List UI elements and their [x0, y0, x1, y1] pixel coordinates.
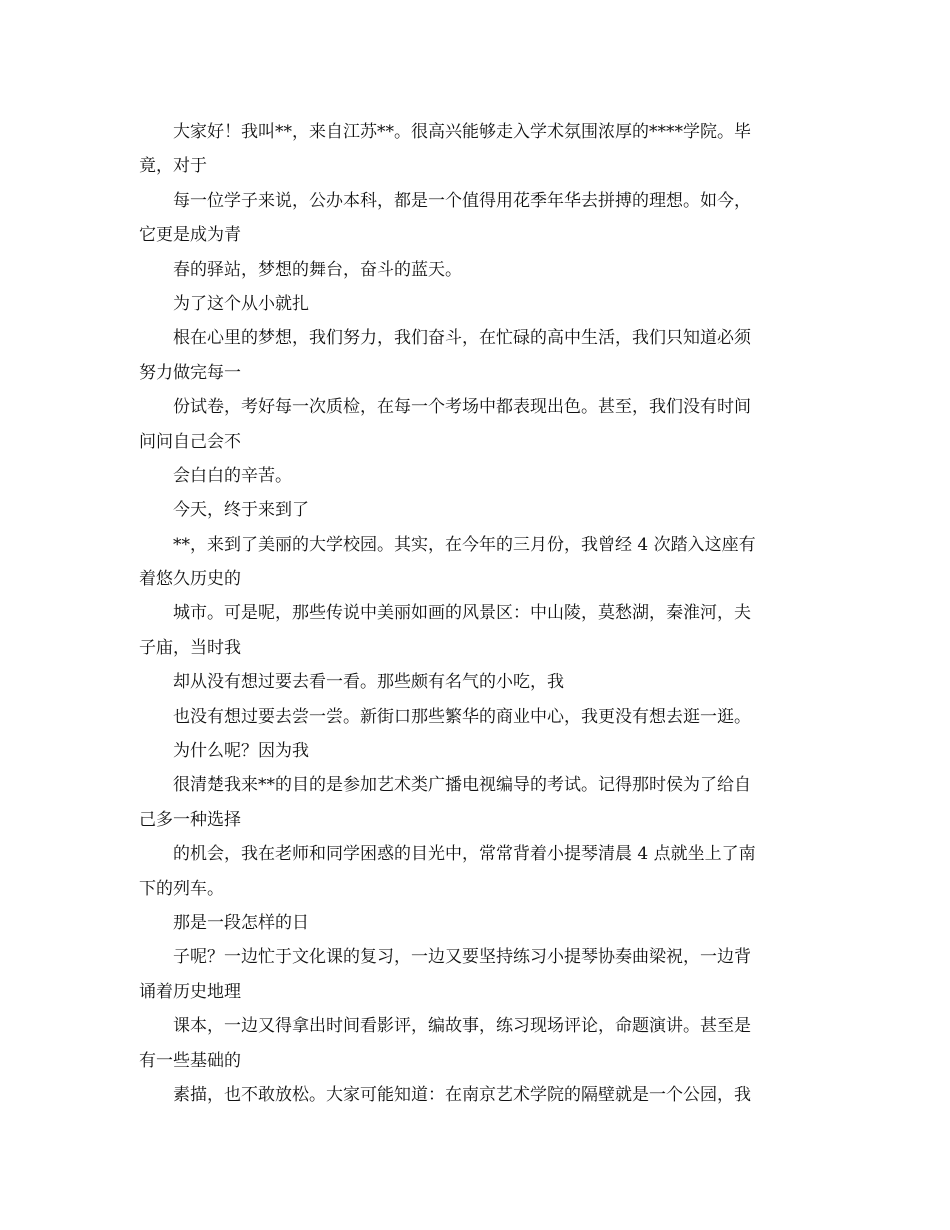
text-line: 城市。可是呢，那些传说中美丽如画的风景区：中山陵，莫愁湖，秦淮河，夫: [173, 603, 751, 624]
text-line: 会白白的辛苦。: [173, 465, 292, 486]
text-line: 为什么呢？因为我: [173, 741, 309, 762]
text-line: 也没有想过要去尝一尝。新街口那些繁华的商业中心，我更没有想去逛一逛。: [173, 706, 751, 727]
text-line: 课本，一边又得拿出时间看影评，编故事，练习现场评论，命题演讲。甚至是: [173, 1016, 751, 1037]
text-line: 今天，终于来到了: [173, 500, 309, 521]
text-line: 素描，也不敢放松。大家可能知道：在南京艺术学院的隔壁就是一个公园，我: [173, 1084, 751, 1105]
text-line: 的机会，我在老师和同学困惑的目光中，常常背着小提琴清晨 4 点就坐上了南: [173, 844, 756, 865]
text-line: 竟，对于: [139, 156, 207, 177]
text-line: 那是一段怎样的日: [173, 912, 309, 933]
text-line: 有一些基础的: [139, 1050, 241, 1071]
text-line: 根在心里的梦想，我们努力，我们奋斗，在忙碌的高中生活，我们只知道必须: [173, 328, 751, 349]
text-line: 己多一种选择: [139, 809, 241, 830]
text-line: 却从没有想过要去看一看。那些颇有名气的小吃，我: [173, 672, 564, 693]
text-line: 子呢？一边忙于文化课的复习，一边又要坚持练习小提琴协奏曲梁祝，一边背: [173, 947, 751, 968]
text-line: 它更是成为青: [139, 225, 241, 246]
text-line: 下的列车。: [139, 878, 224, 899]
text-line: 子庙，当时我: [139, 637, 241, 658]
text-line: 努力做完每一: [139, 362, 241, 383]
text-line: 为了这个从小就扎: [173, 293, 309, 314]
text-line: 问问自己会不: [139, 431, 241, 452]
text-line: 大家好！我叫**，来自江苏**。很高兴能够走入学术氛围浓厚的****学院。毕: [173, 122, 751, 142]
text-line: 着悠久历史的: [139, 569, 241, 590]
text-line: **，来到了美丽的大学校园。其实，在今年的三月份，我曾经 4 次踏入这座有: [173, 534, 756, 555]
text-line: 每一位学子来说，公办本科，都是一个值得用花季年华去拼搏的理想。如今，: [173, 190, 751, 211]
text-line: 诵着历史地理: [139, 981, 241, 1002]
text-line: 很清楚我来**的目的是参加艺术类广播电视编导的考试。记得那时侯为了给自: [173, 775, 751, 796]
text-line: 份试卷，考好每一次质检，在每一个考场中都表现出色。甚至，我们没有时间: [173, 397, 751, 418]
text-line: 春的驿站，梦想的舞台，奋斗的蓝天。: [173, 259, 462, 280]
document-body: [139, 115, 819, 1112]
